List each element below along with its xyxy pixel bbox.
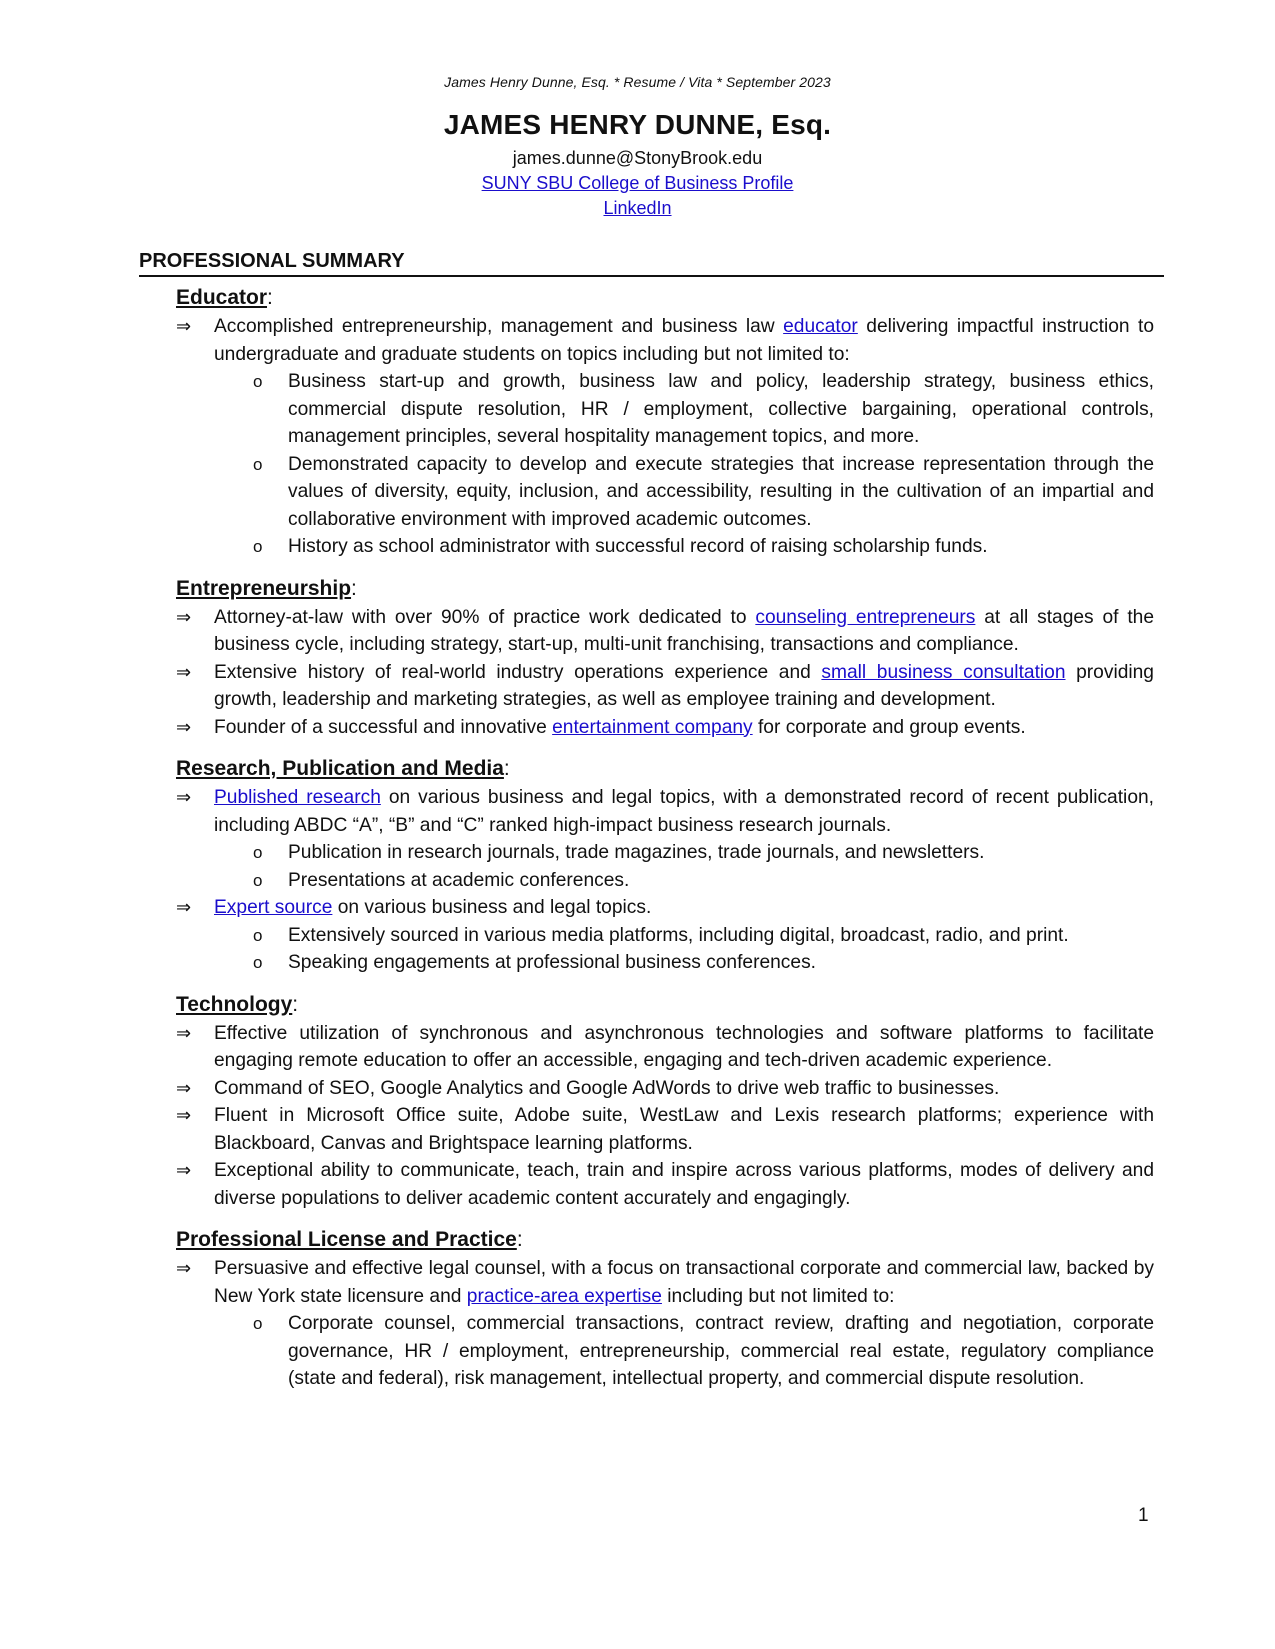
item-text: Business start-up and growth, business law and policy, leadership strategy, business ethics, commercial dispute resolution, HR / employment, collective bargaining, operational controls, management principles, several hospitality management topics, and more. <box>288 371 1154 447</box>
arrow-icon: ⇒ <box>176 316 192 337</box>
linkedin-link[interactable]: LinkedIn <box>603 198 672 218</box>
item-text: Demonstrated capacity to develop and execute strategies that increase representation through the values of diversity, equity, inclusion, and accessibility, resulting in the cultivation of an impartial and collaborative environment with improved academic outcomes. <box>288 453 1154 530</box>
item-text: Extensive history of real-world industry operations experience and <box>214 661 822 683</box>
arrow-icon: ⇒ <box>176 606 192 628</box>
summary-content <box>139 283 1154 1393</box>
item-text: for corporate and group events. <box>752 716 1026 738</box>
item-text: Command of SEO, Google Analytics and Google AdWords to drive web traffic to businesses. <box>214 1077 1000 1099</box>
entrepreneurship-heading: Entrepreneurship <box>176 576 352 600</box>
arrow-item <box>139 659 1154 714</box>
arrow-item <box>139 1020 1154 1075</box>
arrow-item <box>139 1255 1154 1310</box>
technology-section <box>139 990 1154 1213</box>
section-heading <box>176 990 1154 1020</box>
item-text: providing growth, leadership and marketing strategies, as well as employee training and development. <box>214 661 1154 710</box>
bullet-item <box>139 839 1154 867</box>
educator-section <box>139 283 1154 561</box>
item-text: on various business and legal topics, with a demonstrated record of recent publication, including ABDC “A”, “B” and “C” ranked high-impact business research journals. <box>214 787 1154 836</box>
arrow-item <box>139 714 1154 742</box>
item-text: Presentations at academic conferences. <box>288 869 630 891</box>
item-text: History as school administrator with successful record of raising scholarship funds. <box>288 536 988 557</box>
arrow-icon: ⇒ <box>176 1077 192 1099</box>
bullet-icon: o <box>253 925 263 945</box>
small-business-consultation-link[interactable]: small business consultation <box>821 661 1066 683</box>
bullet-icon: o <box>253 843 263 862</box>
educator-heading: Educator <box>176 286 268 309</box>
heading-colon: : <box>267 286 273 309</box>
item-text: Publication in research journals, trade magazines, trade journals, and newsletters. <box>288 842 985 863</box>
arrow-icon: ⇒ <box>176 661 192 683</box>
arrow-item <box>139 894 1154 922</box>
arrow-icon: ⇒ <box>176 897 192 918</box>
bullet-icon: o <box>253 1314 263 1333</box>
bullet-item <box>139 922 1154 950</box>
bullet-icon: o <box>253 870 263 890</box>
bullet-icon: o <box>253 953 263 972</box>
arrow-item <box>139 1075 1154 1103</box>
arrow-item <box>139 1102 1154 1157</box>
practice-area-expertise-link[interactable]: practice-area expertise <box>466 1285 662 1307</box>
email-address: james.dunne@StonyBrook.edu <box>512 148 763 168</box>
expert-source-link[interactable]: Expert source <box>214 897 333 918</box>
item-text: Persuasive and effective legal counsel, with a focus on transactional corporate and commercial law, backed by New York state licensure and <box>214 1258 1154 1307</box>
bullet-item <box>139 533 1154 561</box>
item-text: delivering impactful instruction to undergraduate and graduate students on topics including but not limited to: <box>214 316 1155 365</box>
arrow-icon: ⇒ <box>176 1105 192 1126</box>
arrow-icon: ⇒ <box>176 787 192 808</box>
research-section <box>139 754 1154 977</box>
arrow-item <box>139 1157 1154 1212</box>
counseling-entrepreneurs-link[interactable]: counseling entrepreneurs <box>755 606 976 628</box>
published-research-link[interactable]: Published research <box>214 787 381 808</box>
bullet-item <box>139 368 1154 451</box>
bullet-icon: o <box>253 372 263 391</box>
heading-colon: : <box>503 757 510 780</box>
arrow-icon: ⇒ <box>176 1022 192 1044</box>
arrow-item <box>139 313 1154 368</box>
license-heading: Professional License and Practice <box>176 1228 517 1251</box>
license-section <box>139 1225 1154 1393</box>
item-text: Effective utilization of synchronous and asynchronous technologies and software platforms to facilitate engaging remote education to offer an accessible, engaging and tech-driven academic experience. <box>214 1022 1154 1071</box>
item-text: Exceptional ability to communicate, teach, train and inspire across various platforms, modes of delivery and diverse populations to deliver academic content accurately and engagingly. <box>214 1160 1154 1209</box>
candidate-name: JAMES HENRY DUNNE, Esq. <box>443 109 832 140</box>
section-heading <box>176 283 1154 313</box>
item-text: Fluent in Microsoft Office suite, Adobe suite, WestLaw and Lexis research platforms; experience with Blackboard, Canvas and Brightspace learning platforms. <box>214 1105 1154 1154</box>
educator-link[interactable]: educator <box>783 316 858 337</box>
item-text: Extensively sourced in various media platforms, including digital, broadcast, radio, and print. <box>288 924 1069 946</box>
linkedin-line <box>0 198 1275 219</box>
arrow-item <box>139 784 1154 839</box>
bullet-item <box>139 451 1154 534</box>
entertainment-company-link[interactable]: entertainment company <box>552 716 753 738</box>
item-text: Founder of a successful and innovative <box>214 716 553 738</box>
bullet-item <box>139 949 1154 977</box>
item-text: at all stages of the business cycle, including strategy, start-up, multi-unit franchising, transactions and compliance. <box>214 606 1154 655</box>
arrow-icon: ⇒ <box>176 1258 192 1279</box>
item-text: Attorney-at-law with over 90% of practice work dedicated to <box>214 606 756 628</box>
arrow-icon: ⇒ <box>176 1160 192 1181</box>
item-text: Speaking engagements at professional business conferences. <box>288 952 816 973</box>
profile-line <box>0 173 1275 194</box>
section-heading <box>176 754 1154 784</box>
arrow-icon: ⇒ <box>176 716 192 738</box>
page-number: 1 <box>1138 1505 1149 1526</box>
heading-colon: : <box>516 1228 523 1251</box>
heading-colon: : <box>292 992 299 1016</box>
item-text: on various business and legal topics. <box>332 897 652 918</box>
professional-summary-heading: PROFESSIONAL SUMMARY <box>139 250 1164 277</box>
bullet-item <box>139 1310 1154 1393</box>
item-text: Corporate counsel, commercial transactions, contract review, drafting and negotiation, corporate governance, HR / employment, entrepreneurship, commercial real estate, regulatory compliance (state and federal), risk management, intellectual property, and commercial dispute resolution. <box>288 1313 1154 1389</box>
item-text: including but not limited to: <box>661 1285 895 1307</box>
bullet-item <box>139 867 1154 895</box>
section-heading <box>176 1225 1154 1255</box>
bullet-icon: o <box>253 454 263 474</box>
technology-heading: Technology <box>176 992 293 1016</box>
bullet-icon: o <box>253 537 263 556</box>
entrepreneurship-section <box>139 574 1154 742</box>
college-profile-link[interactable]: SUNY SBU College of Business Profile <box>481 173 794 193</box>
item-text: Accomplished entrepreneurship, management and business law <box>214 316 784 337</box>
section-heading <box>176 574 1154 604</box>
arrow-item <box>139 604 1154 659</box>
heading-colon: : <box>351 576 357 600</box>
research-heading: Research, Publication and Media <box>176 757 504 780</box>
running-header: James Henry Dunne, Esq. * Resume / Vita * September 2023 <box>444 74 831 90</box>
